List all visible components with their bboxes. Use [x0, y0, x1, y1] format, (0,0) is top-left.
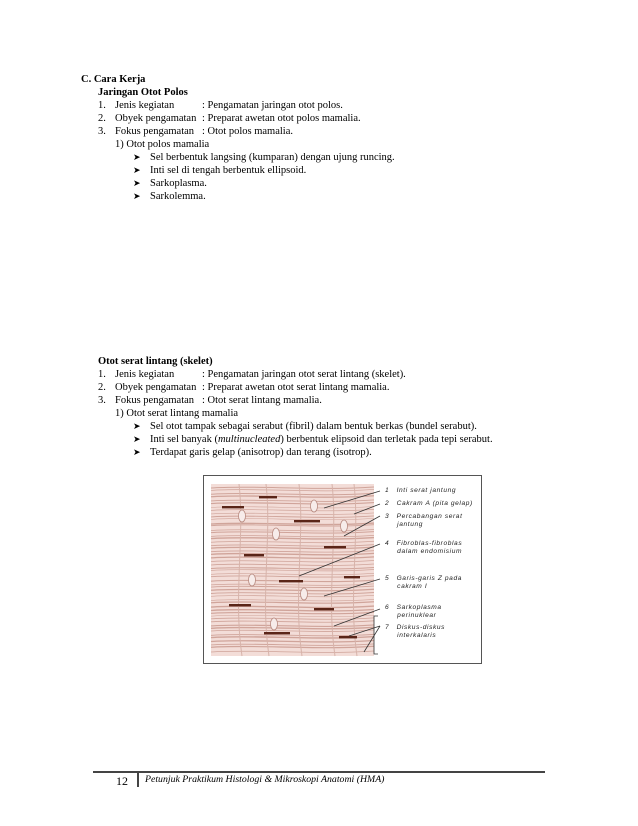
nucleus — [311, 500, 318, 512]
list-item-num: 3. — [98, 126, 106, 137]
figure-label — [385, 624, 445, 640]
figure-label-text: Percabangan serat — [396, 513, 463, 520]
list-item-value: : Otot serat lintang mamalia. — [202, 395, 322, 406]
nucleus — [301, 588, 308, 600]
bullet-text — [150, 433, 493, 446]
figure-label-text: Diskus-diskus — [396, 624, 446, 631]
figure-label-text: Cakram A (pita gelap) — [396, 500, 473, 507]
figure-label-text: Inti serat jantung — [396, 487, 457, 494]
list-item-num: 3. — [98, 395, 106, 406]
bullet-text: Terdapat garis gelap (anisotrop) dan terang (isotrop). — [150, 447, 372, 458]
bullet-text-part: ) berbentuk elipsoid dan terletak pada tepi serabut. — [280, 434, 493, 445]
bullet-text: Sel berbentuk langsing (kumparan) dengan ujung runcing. — [150, 152, 395, 163]
figure-label-text: interkalaris — [397, 632, 437, 639]
arrow-bullet-icon: ➤ — [133, 152, 141, 162]
bullet-text: Inti sel di tengah berbentuk ellipsoid. — [150, 165, 307, 176]
arrow-bullet-icon: ➤ — [133, 178, 141, 188]
figure-label-text: Garis-garis Z pada — [396, 575, 462, 582]
figure-label-text: perinuklear — [397, 612, 437, 619]
figure-label — [385, 513, 463, 529]
intercalated-disc — [339, 636, 357, 638]
intercalated-disc — [264, 632, 290, 634]
figure-label-text: jantung — [397, 521, 424, 528]
bullet-text-part: Inti sel banyak ( — [150, 434, 218, 445]
arrow-bullet-icon: ➤ — [133, 165, 141, 175]
figure-label-num: 7 — [385, 624, 390, 631]
list-item-value: : Preparat awetan otot serat lintang mamalia. — [202, 382, 390, 393]
figure-label-num: 5 — [385, 575, 390, 582]
figure-label-num: 3 — [385, 513, 390, 520]
sub-item: 1) Otot polos mamalia — [115, 139, 210, 150]
intercalated-disc — [324, 546, 346, 548]
figure-label-text: cakram I — [397, 583, 428, 590]
smooth-muscle-subheading: Jaringan Otot Polos — [98, 87, 188, 98]
list-item-value: : Otot polos mamalia. — [202, 126, 293, 137]
arrow-bullet-icon: ➤ — [133, 191, 141, 201]
figure-label — [385, 575, 462, 591]
figure-label — [385, 540, 462, 556]
list-item-num: 1. — [98, 100, 106, 111]
bullet-text-emphasis: multinucleated — [217, 434, 281, 445]
arrow-bullet-icon: ➤ — [133, 447, 141, 457]
figure-label-text: Sarkoplasma — [396, 604, 442, 611]
intercalated-disc — [344, 576, 360, 578]
list-item-num: 2. — [98, 113, 106, 124]
figure-label-num: 6 — [385, 604, 390, 611]
arrow-bullet-icon: ➤ — [133, 434, 141, 444]
intercalated-disc — [259, 496, 277, 498]
footer-title: Petunjuk Praktikum Histologi & Mikroskopi Anatomi (HMA) — [145, 774, 385, 785]
bullet-text: Sarkolemma. — [150, 191, 206, 202]
list-item-value: : Pengamatan jaringan otot serat lintang (skelet). — [202, 369, 406, 380]
list-item-value: : Pengamatan jaringan otot polos. — [202, 100, 343, 111]
list-item-num: 1. — [98, 369, 106, 380]
page-number: 12 — [116, 774, 128, 788]
sub-item: 1) Otot serat lintang mamalia — [115, 408, 239, 419]
list-item-label: Fokus pengamatan — [115, 395, 195, 406]
list-item-label: Jenis kegiatan — [115, 100, 175, 111]
section-heading: C. Cara Kerja — [81, 74, 146, 85]
bullet-text: Sarkoplasma. — [150, 178, 207, 189]
list-item-label: Jenis kegiatan — [115, 369, 175, 380]
figure-label-num: 1 — [385, 487, 390, 494]
arrow-bullet-icon: ➤ — [133, 421, 141, 431]
figure-label-text: dalam endomisium — [397, 548, 463, 555]
list-item-value: : Preparat awetan otot polos mamalia. — [202, 113, 361, 124]
nucleus — [271, 618, 278, 630]
intercalated-disc — [294, 520, 320, 522]
nucleus — [273, 528, 280, 540]
footer-divider — [137, 773, 139, 787]
list-item-label: Fokus pengamatan — [115, 126, 195, 137]
intercalated-disc — [222, 506, 244, 508]
skeletal-subheading: Otot serat lintang (skelet) — [98, 356, 213, 367]
figure-label — [385, 500, 473, 508]
footer-rule — [93, 771, 545, 773]
intercalated-disc — [279, 580, 303, 582]
bullet-text: Sel otot tampak sebagai serabut (fibril) dalam bentuk berkas (bundel serabut). — [150, 421, 477, 432]
list-item-num: 2. — [98, 382, 106, 393]
nucleus — [249, 574, 256, 586]
figure-label-text: Fibroblas-fibroblas — [396, 540, 463, 547]
list-item-label: Obyek pengamatan — [115, 113, 197, 124]
nucleus — [341, 520, 348, 532]
list-item-label: Obyek pengamatan — [115, 382, 197, 393]
figure-label-num: 2 — [385, 500, 390, 507]
intercalated-disc — [229, 604, 251, 606]
figure-label — [385, 487, 456, 495]
intercalated-disc — [244, 554, 264, 556]
cardiac-muscle-figure — [203, 475, 482, 664]
figure-label — [385, 604, 442, 620]
nucleus — [239, 510, 246, 522]
intercalated-disc — [314, 608, 334, 610]
figure-label-num: 4 — [385, 540, 390, 547]
